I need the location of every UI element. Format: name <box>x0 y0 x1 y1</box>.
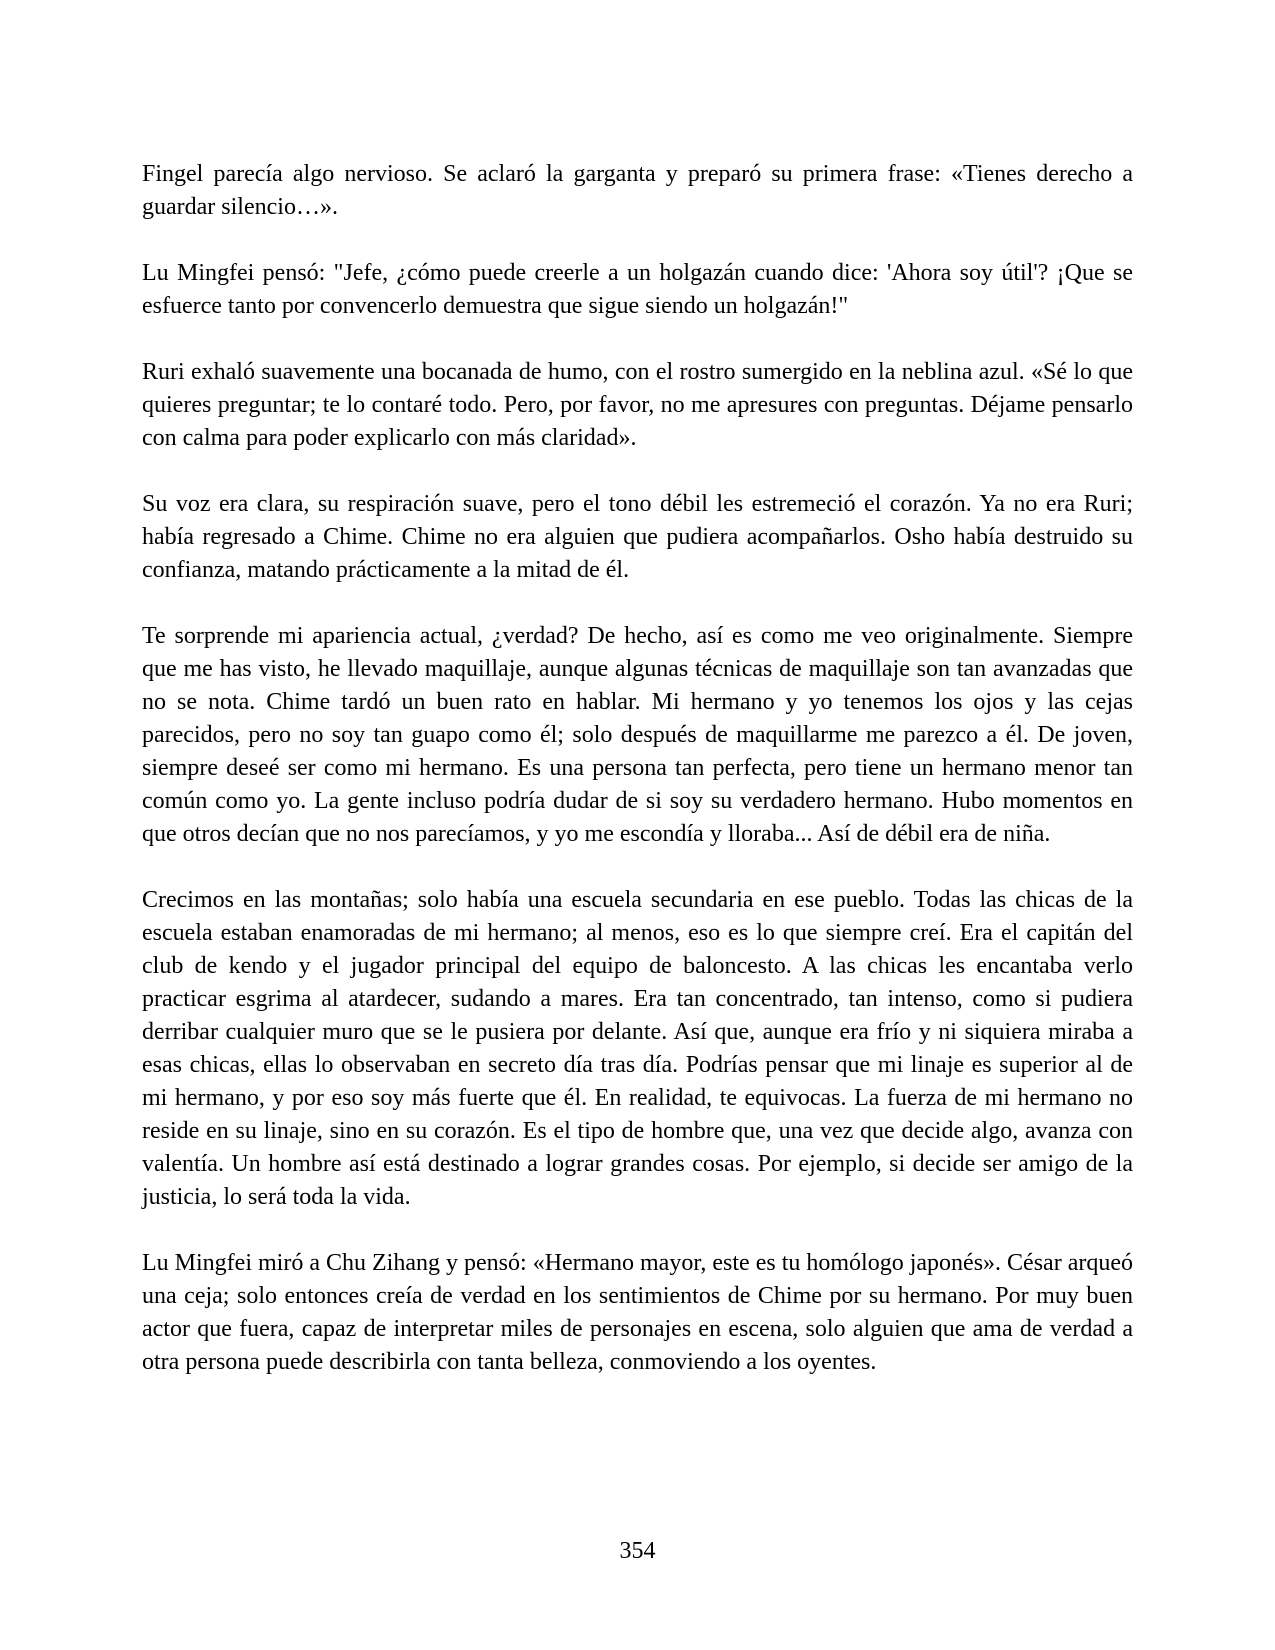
paragraph: Ruri exhaló suavemente una bocanada de humo, con el rostro sumergido en la neblina azul. «Sé lo que quieres preguntar; te lo contaré todo. Pero, por favor, no me apresures con preguntas. Déjame pensarlo con calma para poder explicarlo con más claridad». <box>142 359 1133 451</box>
text-block <box>142 158 1133 1412</box>
paragraph: Su voz era clara, su respiración suave, pero el tono débil les estremeció el corazón. Ya no era Ruri; había regresado a Chime. Chime no era alguien que pudiera acompañarlos. Osho había destruido su confianza, matando prácticamente a la mitad de él. <box>142 491 1133 583</box>
paragraph: Fingel parecía algo nervioso. Se aclaró la garganta y preparó su primera frase: «Tienes derecho a guardar silencio…». <box>142 161 1133 220</box>
paragraph: Crecimos en las montañas; solo había una escuela secundaria en ese pueblo. Todas las chicas de la escuela estaban enamoradas de mi hermano; al menos, eso es lo que siempre creí. Era el capitán del club de kendo y el jugador principal del equipo de baloncesto. A las chicas les encantaba verlo practicar esgrima al atardecer, sudando a mares. Era tan concentrado, tan intenso, como si pudiera derribar cualquier muro que se le pusiera por delante. Así que, aunque era frío y ni siquiera miraba a esas chicas, ellas lo observaban en secreto día tras día. Podrías pensar que mi linaje es superior al de mi hermano, y por eso soy más fuerte que él. En realidad, te equivocas. La fuerza de mi hermano no reside en su linaje, sino en su corazón. Es el tipo de hombre que, una vez que decide algo, avanza con valentía. Un hombre así está destinado a lograr grandes cosas. Por ejemplo, si decide ser amigo de la justicia, lo será toda la vida. <box>142 887 1133 1210</box>
page-number: 354 <box>619 1538 656 1564</box>
paragraph: Lu Mingfei pensó: "Jefe, ¿cómo puede creerle a un holgazán cuando dice: 'Ahora soy útil'? ¡Que se esfuerce tanto por convencerlo demuestra que sigue siendo un holgazán!" <box>142 260 1133 319</box>
paragraph: Lu Mingfei miró a Chu Zihang y pensó: «Hermano mayor, este es tu homólogo japonés». César arqueó una ceja; solo entonces creía de verdad en los sentimientos de Chime por su hermano. Por muy buen actor que fuera, capaz de interpretar miles de personajes en escena, solo alguien que ama de verdad a otra persona puede describirla con tanta belleza, conmoviendo a los oyentes. <box>142 1250 1133 1375</box>
paragraph: Te sorprende mi apariencia actual, ¿verdad? De hecho, así es como me veo originalmente. Siempre que me has visto, he llevado maquillaje, aunque algunas técnicas de maquillaje son tan avanzadas que no se nota. Chime tardó un buen rato en hablar. Mi hermano y yo tenemos los ojos y las cejas parecidos, pero no soy tan guapo como él; solo después de maquillarme me parezco a él. De joven, siempre deseé ser como mi hermano. Es una persona tan perfecta, pero tiene un hermano menor tan común como yo. La gente incluso podría dudar de si soy su verdadero hermano. Hubo momentos en que otros decían que no nos parecíamos, y yo me escondía y lloraba... Así de débil era de niña. <box>142 623 1133 847</box>
